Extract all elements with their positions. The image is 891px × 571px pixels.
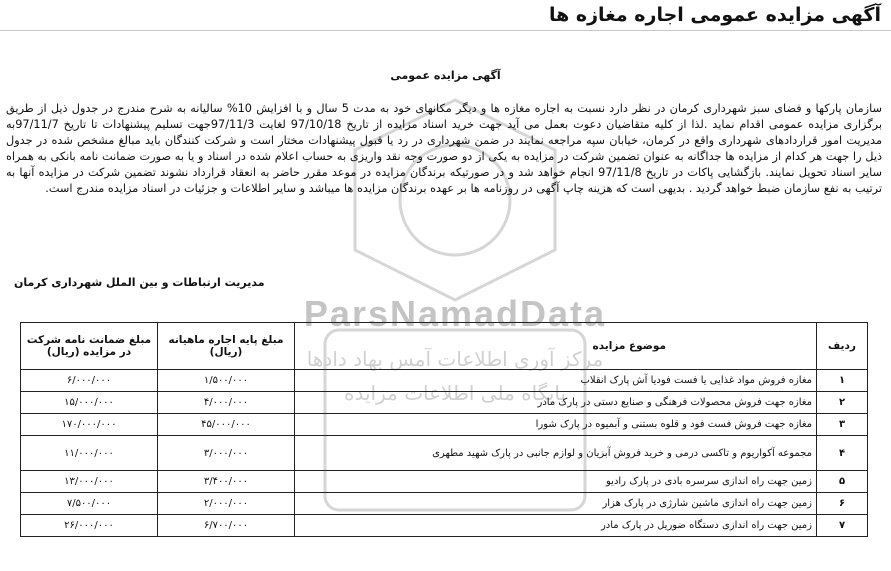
watermark-line-1: مرکز آوری اطلاعات آمس بهاد دادها: [306, 347, 604, 371]
row-guarantee: ۱۵/۰۰۰/۰۰۰: [21, 392, 158, 414]
header-row-no: ردیف: [817, 323, 868, 370]
row-base-rent: ۳/۰۰۰/۰۰۰: [158, 436, 295, 471]
header-guarantee: مبلغ ضمانت نامه شرکت در مزایده (ریال): [21, 323, 158, 370]
row-subject: مغازه جهت فروش محصولات فرهنگی و صنایع دستی در پارک مادر: [295, 392, 817, 414]
row-number: ۷: [817, 515, 868, 537]
row-subject: مغازه جهت فروش فست فود و قلوه بستنی و آبمیوه در پارک شورا: [295, 414, 817, 436]
auction-table: [20, 322, 868, 537]
row-number: ۵: [817, 471, 868, 493]
notice-body: سازمان پارکها و فضای سبز شهرداری کرمان در نظر دارد نسبت به اجاره مغازه ها و دیگر مکانهای خود به مدت 5 سال و با افزایش 10% سالیانه به شرح مندرج در جدول ذیل از طریق برگزاری مزایده عمومی اقدام نماید .لذا از کلیه متقاضیان دعوت بعمل می آید جهت خرید اسناد مزایده از تاریخ 97/10/18 لغایت 97/11/3جهت تسلیم پیشنهادات تا تاریخ 97/11/7به مدیریت امور قراردادهای شهرداری واقع در کرمان، خیابان سپه مراجعه نمایند در ضمن شهرداری در رد یا قبول پیشنهادات مختار است و شرکت کنندگان باید مبالغ مشخص شده در جدول ذیل را جهت هر کدام از مزایده ها جداگانه به عنوان تضمین شرکت در مزایده به یکی از دو صورت وجه نقد واریزی به حساب اعلام شده در اسناد و یا به صورت ضمانت نامه بانکی به همراه سایر اسناد تحویل نمایند. بازگشایی پاکات در تاریخ 97/11/8 انجام خواهد شد و در صورتیکه برندگان مزایده در موعد مقرر حاضر به انعقاد قرارداد نشوند تضمین شرکت در مزایده آنها به ترتیب به نفع سازمان ضبط خواهد گردید . بدیهی است که هزینه چاپ آگهی در روزنامه ها بر عهده برندگان مزایده ها میباشد و سایر اطلاعات و جزئیات در اسناد مزایده مندرج است.: [6, 102, 882, 195]
page-title: آگهی مزایده عمومی اجاره مغازه ها: [548, 4, 881, 26]
row-number: ۶: [817, 493, 868, 515]
issuer-department: مدیریت ارتباطات و بین الملل شهرداری کرمان: [14, 276, 265, 289]
row-guarantee: ۶/۰۰۰/۰۰۰: [21, 370, 158, 392]
row-guarantee: ۱۱/۰۰۰/۰۰۰: [21, 436, 158, 471]
notice-subtitle: آگهی مزایده عمومی: [390, 69, 501, 82]
table-header-row: [21, 323, 868, 370]
table-row: [21, 392, 868, 414]
row-number: ۴: [817, 436, 868, 471]
row-subject: مجموعه آکواریوم و تاکسی درمی و خرید فروش آبزیان و لوازم جانبی در پارک شهید مطهری: [295, 436, 817, 471]
header-divider: [0, 30, 891, 31]
row-guarantee: ۷/۵۰۰/۰۰۰: [21, 493, 158, 515]
row-base-rent: ۲/۰۰۰/۰۰۰: [158, 493, 295, 515]
row-base-rent: ۶/۷۰۰/۰۰۰: [158, 515, 295, 537]
row-guarantee: ۱۷۰/۰۰۰/۰۰۰: [21, 414, 158, 436]
row-subject: زمین جهت راه اندازی دستگاه ضوریل در پارک مادر: [295, 515, 817, 537]
table-row: [21, 471, 868, 493]
row-number: ۱: [817, 370, 868, 392]
row-base-rent: ۴/۰۰۰/۰۰۰: [158, 392, 295, 414]
table-row: [21, 436, 868, 471]
row-guarantee: ۱۳/۰۰۰/۰۰۰: [21, 471, 158, 493]
row-subject: مغازه فروش مواد غذایی یا فست فودیا آش پارک انقلاب: [295, 370, 817, 392]
row-guarantee: ۲۶/۰۰۰/۰۰۰: [21, 515, 158, 537]
row-number: ۲: [817, 392, 868, 414]
row-subject: زمین جهت راه اندازی سرسره بادی در پارک رادیو: [295, 471, 817, 493]
watermark-brand: ParsNamadData: [303, 293, 607, 334]
header-subject: موضوع مزایده: [295, 323, 817, 370]
table-row: [21, 414, 868, 436]
watermark-line-2: پایگاه ملی اطلاعات مزایده: [343, 381, 567, 405]
row-base-rent: ۴۵/۰۰۰/۰۰۰: [158, 414, 295, 436]
table-row: [21, 370, 868, 392]
table-row: [21, 515, 868, 537]
table-row: [21, 493, 868, 515]
row-subject: زمین جهت راه اندازی ماشین شارژی در پارک هزار: [295, 493, 817, 515]
header-base-rent: مبلغ پایه اجاره ماهیانه (ریال): [158, 323, 295, 370]
row-base-rent: ۱/۵۰۰/۰۰۰: [158, 370, 295, 392]
row-base-rent: ۳/۴۰۰/۰۰۰: [158, 471, 295, 493]
row-number: ۳: [817, 414, 868, 436]
